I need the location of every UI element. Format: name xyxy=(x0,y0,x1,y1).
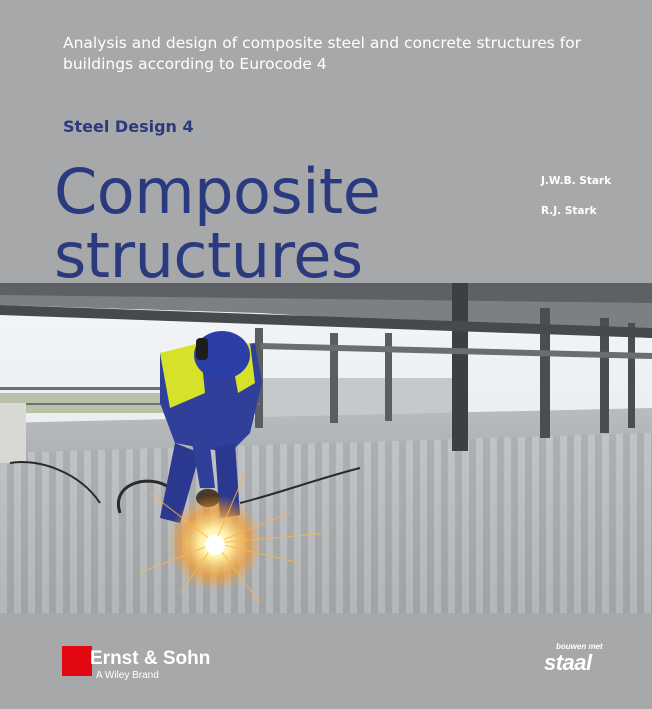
partner-logo-big-text: staal xyxy=(544,650,592,675)
title-line-2: structures xyxy=(54,219,363,292)
publisher-name: Ernst & Sohn xyxy=(90,648,211,669)
publisher-tagline: A Wiley Brand xyxy=(96,670,159,681)
title-line-1: Composite xyxy=(54,155,381,228)
series-label: Steel Design 4 xyxy=(63,117,194,136)
construction-worker-welding-photo xyxy=(0,283,652,613)
bouwen-met-staal-logo xyxy=(544,642,624,682)
book-title xyxy=(54,155,381,292)
publisher-logo-square-icon xyxy=(62,646,92,676)
cover-subtitle: Analysis and design of composite steel and concrete structures for buildings according to Eurocode 4 xyxy=(63,34,582,73)
author-1: J.W.B. Stark xyxy=(541,175,612,187)
partner-logo-small-text: bouwen met xyxy=(556,642,603,651)
author-2: R.J. Stark xyxy=(541,205,597,217)
